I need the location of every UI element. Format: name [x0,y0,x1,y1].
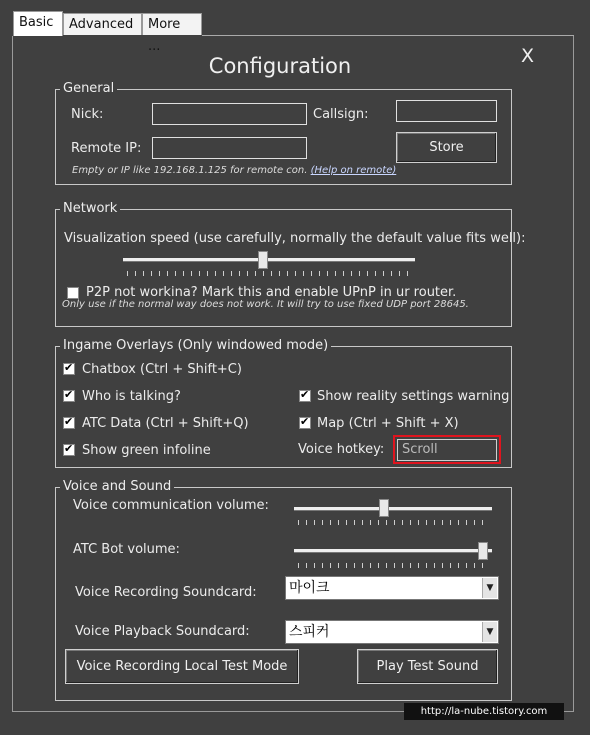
network-legend: Network [60,201,120,216]
atc-bot-label: ATC Bot volume: [73,542,180,557]
recording-select-value: 마이크 [289,580,330,596]
p2p-label: P2P not workina? Mark this and enable UPnP in ur router. [86,285,457,300]
page-title: Configuration [208,54,352,78]
tab-advanced[interactable]: Advanced [63,13,142,35]
who-talking-checkbox[interactable] [63,390,75,402]
play-test-sound-button[interactable]: Play Test Sound [357,649,498,684]
viz-speed-thumb[interactable] [258,251,268,269]
viz-speed-track[interactable] [123,258,415,262]
p2p-checkbox[interactable] [67,287,79,299]
nick-field[interactable] [152,103,307,125]
voice-hotkey-field[interactable]: Scroll [397,439,497,461]
atc-bot-thumb[interactable] [478,542,488,560]
comm-volume-ticks [298,520,490,525]
voice-hotkey-label: Voice hotkey: [298,442,385,457]
callsign-field[interactable] [396,100,497,122]
atc-bot-track[interactable] [294,549,492,553]
atc-data-checkbox[interactable] [63,417,75,429]
close-button[interactable]: X [521,45,535,67]
tab-more[interactable]: More ... [142,13,202,35]
remote-hint [72,165,396,176]
recording-select[interactable] [285,576,499,600]
remote-hint-text: Empty or IP like 192.168.1.125 for remote con. [72,165,308,176]
chevron-down-icon[interactable]: ▼ [482,578,497,598]
green-infoline-label: Show green infoline [82,443,211,458]
viz-speed-ticks [127,271,414,276]
reality-warning-label: Show reality settings warning [317,389,510,404]
overlays-legend: Ingame Overlays (Only windowed mode) [60,338,331,353]
remote-ip-field[interactable] [152,137,307,159]
playback-label: Voice Playback Soundcard: [75,624,250,639]
comm-volume-thumb[interactable] [379,499,389,517]
playback-select[interactable] [285,620,499,644]
remote-ip-label: Remote IP: [71,141,142,156]
callsign-label: Callsign: [313,107,369,122]
who-talking-label: Who is talking? [82,389,181,404]
chatbox-label: Chatbox (Ctrl + Shift+C) [82,362,242,377]
tab-basic[interactable]: Basic [13,11,63,36]
recording-label: Voice Recording Soundcard: [75,585,257,600]
help-on-remote-link[interactable]: (Help on remote) [310,165,397,176]
chevron-down-icon[interactable]: ▼ [482,622,497,642]
watermark: http://la-nube.tistory.com [404,703,564,720]
green-infoline-checkbox[interactable] [63,444,75,456]
comm-volume-track[interactable] [294,507,492,511]
map-label: Map (Ctrl + Shift + X) [317,416,459,431]
sound-legend: Voice and Sound [60,479,174,494]
atc-bot-ticks [298,563,490,568]
comm-volume-label: Voice communication volume: [73,498,269,513]
local-test-button[interactable]: Voice Recording Local Test Mode [65,649,299,684]
chatbox-checkbox[interactable] [63,363,75,375]
p2p-note: Only use if the normal way does not work. It will try to use fixed UDP port 28645. [62,299,469,310]
general-legend: General [60,81,117,96]
playback-select-value: 스피커 [289,624,330,640]
viz-speed-label: Visualization speed (use carefully, normally the default value fits well): [64,231,526,246]
store-button[interactable]: Store [396,132,497,163]
atc-data-label: ATC Data (Ctrl + Shift+Q) [82,416,249,431]
map-checkbox[interactable] [299,417,311,429]
nick-label: Nick: [71,107,104,122]
reality-warning-checkbox[interactable] [299,390,311,402]
